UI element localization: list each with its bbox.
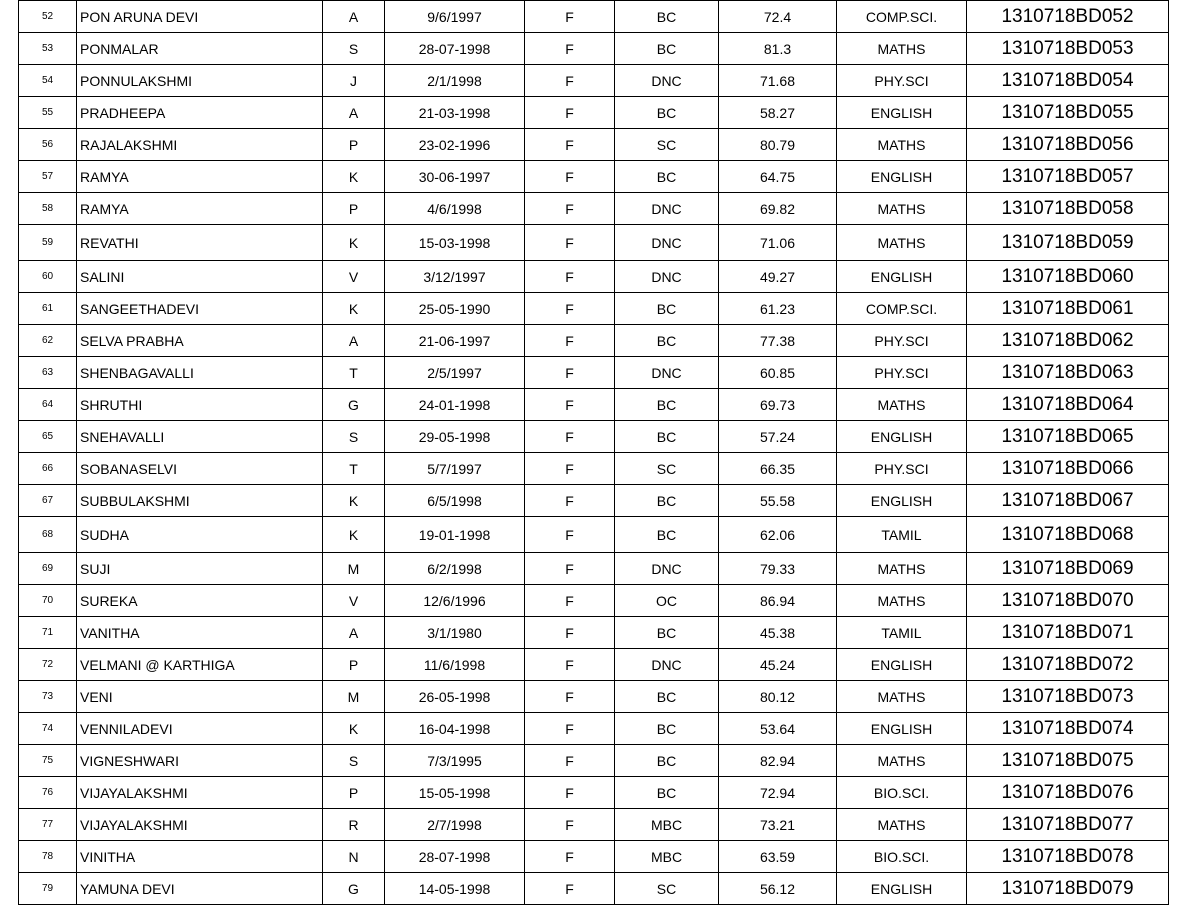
community-cell: DNC: [615, 649, 719, 681]
subject-cell: COMP.SCI.: [837, 1, 967, 33]
gender-cell: F: [525, 453, 615, 485]
mark-cell: 57.24: [719, 421, 837, 453]
community-cell: BC: [615, 97, 719, 129]
register-number-cell: 1310718BD072: [967, 649, 1169, 681]
initial-cell: K: [323, 485, 385, 517]
initial-cell: K: [323, 225, 385, 261]
subject-cell: MATHS: [837, 129, 967, 161]
student-name-cell: REVATHI: [77, 225, 323, 261]
serial-number-cell: 78: [19, 841, 77, 873]
initial-cell: A: [323, 617, 385, 649]
mark-cell: 81.3: [719, 33, 837, 65]
community-cell: BC: [615, 293, 719, 325]
register-number-cell: 1310718BD070: [967, 585, 1169, 617]
initial-cell: G: [323, 389, 385, 421]
initial-cell: V: [323, 261, 385, 293]
date-of-birth-cell: 28-07-1998: [385, 33, 525, 65]
student-name-cell: PONNULAKSHMI: [77, 65, 323, 97]
mark-cell: 56.12: [719, 873, 837, 905]
gender-cell: F: [525, 325, 615, 357]
student-name-cell: PRADHEEPA: [77, 97, 323, 129]
register-number-cell: 1310718BD058: [967, 193, 1169, 225]
subject-cell: PHY.SCI: [837, 65, 967, 97]
initial-cell: K: [323, 293, 385, 325]
register-number-cell: 1310718BD079: [967, 873, 1169, 905]
mark-cell: 49.27: [719, 261, 837, 293]
serial-number-cell: 56: [19, 129, 77, 161]
table-row: [19, 261, 1169, 293]
date-of-birth-cell: 11/6/1998: [385, 649, 525, 681]
table-row: [19, 553, 1169, 585]
community-cell: DNC: [615, 553, 719, 585]
gender-cell: F: [525, 293, 615, 325]
community-cell: BC: [615, 713, 719, 745]
community-cell: SC: [615, 453, 719, 485]
serial-number-cell: 75: [19, 745, 77, 777]
community-cell: BC: [615, 517, 719, 553]
community-cell: BC: [615, 421, 719, 453]
community-cell: BC: [615, 161, 719, 193]
date-of-birth-cell: 21-03-1998: [385, 97, 525, 129]
gender-cell: F: [525, 357, 615, 389]
serial-number-cell: 58: [19, 193, 77, 225]
initial-cell: S: [323, 33, 385, 65]
community-cell: BC: [615, 485, 719, 517]
subject-cell: BIO.SCI.: [837, 777, 967, 809]
community-cell: BC: [615, 325, 719, 357]
student-name-cell: SUDHA: [77, 517, 323, 553]
mark-cell: 60.85: [719, 357, 837, 389]
mark-cell: 79.33: [719, 553, 837, 585]
gender-cell: F: [525, 261, 615, 293]
community-cell: SC: [615, 873, 719, 905]
date-of-birth-cell: 28-07-1998: [385, 841, 525, 873]
gender-cell: F: [525, 65, 615, 97]
initial-cell: K: [323, 161, 385, 193]
date-of-birth-cell: 4/6/1998: [385, 193, 525, 225]
register-number-cell: 1310718BD071: [967, 617, 1169, 649]
table-row: [19, 841, 1169, 873]
date-of-birth-cell: 6/5/1998: [385, 485, 525, 517]
subject-cell: ENGLISH: [837, 485, 967, 517]
community-cell: DNC: [615, 225, 719, 261]
mark-cell: 71.68: [719, 65, 837, 97]
student-name-cell: PON ARUNA DEVI: [77, 1, 323, 33]
initial-cell: N: [323, 841, 385, 873]
student-name-cell: SHENBAGAVALLI: [77, 357, 323, 389]
initial-cell: P: [323, 193, 385, 225]
gender-cell: F: [525, 649, 615, 681]
community-cell: SC: [615, 129, 719, 161]
student-name-cell: VENNILADEVI: [77, 713, 323, 745]
student-name-cell: SHRUTHI: [77, 389, 323, 421]
table-row: [19, 65, 1169, 97]
serial-number-cell: 67: [19, 485, 77, 517]
gender-cell: F: [525, 1, 615, 33]
table-row: [19, 617, 1169, 649]
subject-cell: MATHS: [837, 585, 967, 617]
table-row: [19, 325, 1169, 357]
date-of-birth-cell: 2/7/1998: [385, 809, 525, 841]
mark-cell: 45.24: [719, 649, 837, 681]
serial-number-cell: 59: [19, 225, 77, 261]
community-cell: BC: [615, 745, 719, 777]
register-number-cell: 1310718BD062: [967, 325, 1169, 357]
table-row: [19, 649, 1169, 681]
community-cell: BC: [615, 33, 719, 65]
date-of-birth-cell: 14-05-1998: [385, 873, 525, 905]
initial-cell: S: [323, 421, 385, 453]
date-of-birth-cell: 25-05-1990: [385, 293, 525, 325]
initial-cell: P: [323, 649, 385, 681]
initial-cell: V: [323, 585, 385, 617]
serial-number-cell: 79: [19, 873, 77, 905]
table-row: [19, 357, 1169, 389]
subject-cell: MATHS: [837, 389, 967, 421]
mark-cell: 69.82: [719, 193, 837, 225]
initial-cell: M: [323, 553, 385, 585]
table-row: [19, 161, 1169, 193]
date-of-birth-cell: 21-06-1997: [385, 325, 525, 357]
student-name-cell: PONMALAR: [77, 33, 323, 65]
serial-number-cell: 74: [19, 713, 77, 745]
student-name-cell: SUJI: [77, 553, 323, 585]
register-number-cell: 1310718BD056: [967, 129, 1169, 161]
register-number-cell: 1310718BD053: [967, 33, 1169, 65]
serial-number-cell: 64: [19, 389, 77, 421]
register-number-cell: 1310718BD078: [967, 841, 1169, 873]
register-number-cell: 1310718BD054: [967, 65, 1169, 97]
mark-cell: 45.38: [719, 617, 837, 649]
student-name-cell: SOBANASELVI: [77, 453, 323, 485]
table-row: [19, 193, 1169, 225]
mark-cell: 63.59: [719, 841, 837, 873]
student-name-cell: VIJAYALAKSHMI: [77, 809, 323, 841]
subject-cell: BIO.SCI.: [837, 841, 967, 873]
mark-cell: 61.23: [719, 293, 837, 325]
initial-cell: R: [323, 809, 385, 841]
community-cell: BC: [615, 617, 719, 649]
community-cell: BC: [615, 1, 719, 33]
register-number-cell: 1310718BD073: [967, 681, 1169, 713]
date-of-birth-cell: 23-02-1996: [385, 129, 525, 161]
mark-cell: 62.06: [719, 517, 837, 553]
mark-cell: 64.75: [719, 161, 837, 193]
subject-cell: ENGLISH: [837, 421, 967, 453]
community-cell: MBC: [615, 809, 719, 841]
serial-number-cell: 60: [19, 261, 77, 293]
table-row: [19, 809, 1169, 841]
subject-cell: TAMIL: [837, 517, 967, 553]
community-cell: DNC: [615, 261, 719, 293]
serial-number-cell: 72: [19, 649, 77, 681]
register-number-cell: 1310718BD074: [967, 713, 1169, 745]
date-of-birth-cell: 19-01-1998: [385, 517, 525, 553]
serial-number-cell: 63: [19, 357, 77, 389]
initial-cell: T: [323, 453, 385, 485]
student-name-cell: VANITHA: [77, 617, 323, 649]
gender-cell: F: [525, 421, 615, 453]
mark-cell: 72.94: [719, 777, 837, 809]
mark-cell: 73.21: [719, 809, 837, 841]
student-name-cell: SUREKA: [77, 585, 323, 617]
mark-cell: 58.27: [719, 97, 837, 129]
community-cell: DNC: [615, 357, 719, 389]
student-name-cell: SELVA PRABHA: [77, 325, 323, 357]
mark-cell: 77.38: [719, 325, 837, 357]
gender-cell: F: [525, 517, 615, 553]
gender-cell: F: [525, 553, 615, 585]
register-number-cell: 1310718BD076: [967, 777, 1169, 809]
community-cell: BC: [615, 389, 719, 421]
subject-cell: ENGLISH: [837, 649, 967, 681]
serial-number-cell: 77: [19, 809, 77, 841]
register-number-cell: 1310718BD061: [967, 293, 1169, 325]
mark-cell: 71.06: [719, 225, 837, 261]
date-of-birth-cell: 24-01-1998: [385, 389, 525, 421]
student-name-cell: RAMYA: [77, 161, 323, 193]
table-row: [19, 777, 1169, 809]
date-of-birth-cell: 9/6/1997: [385, 1, 525, 33]
date-of-birth-cell: 26-05-1998: [385, 681, 525, 713]
subject-cell: MATHS: [837, 33, 967, 65]
serial-number-cell: 73: [19, 681, 77, 713]
table-row: [19, 389, 1169, 421]
mark-cell: 80.79: [719, 129, 837, 161]
student-name-cell: SALINI: [77, 261, 323, 293]
subject-cell: ENGLISH: [837, 97, 967, 129]
initial-cell: K: [323, 517, 385, 553]
register-number-cell: 1310718BD052: [967, 1, 1169, 33]
subject-cell: ENGLISH: [837, 873, 967, 905]
register-number-cell: 1310718BD066: [967, 453, 1169, 485]
table-row: [19, 873, 1169, 905]
student-name-cell: VELMANI @ KARTHIGA: [77, 649, 323, 681]
student-name-cell: SNEHAVALLI: [77, 421, 323, 453]
table-row: [19, 33, 1169, 65]
mark-cell: 82.94: [719, 745, 837, 777]
date-of-birth-cell: 2/5/1997: [385, 357, 525, 389]
initial-cell: A: [323, 325, 385, 357]
mark-cell: 80.12: [719, 681, 837, 713]
date-of-birth-cell: 30-06-1997: [385, 161, 525, 193]
student-list-sheet: [18, 0, 1169, 905]
student-name-cell: VIJAYALAKSHMI: [77, 777, 323, 809]
gender-cell: F: [525, 485, 615, 517]
subject-cell: ENGLISH: [837, 713, 967, 745]
date-of-birth-cell: 3/12/1997: [385, 261, 525, 293]
gender-cell: F: [525, 745, 615, 777]
initial-cell: K: [323, 713, 385, 745]
table-row: [19, 453, 1169, 485]
register-number-cell: 1310718BD077: [967, 809, 1169, 841]
subject-cell: PHY.SCI: [837, 453, 967, 485]
gender-cell: F: [525, 389, 615, 421]
mark-cell: 55.58: [719, 485, 837, 517]
register-number-cell: 1310718BD068: [967, 517, 1169, 553]
register-number-cell: 1310718BD063: [967, 357, 1169, 389]
date-of-birth-cell: 2/1/1998: [385, 65, 525, 97]
date-of-birth-cell: 12/6/1996: [385, 585, 525, 617]
gender-cell: F: [525, 129, 615, 161]
mark-cell: 72.4: [719, 1, 837, 33]
register-number-cell: 1310718BD059: [967, 225, 1169, 261]
subject-cell: ENGLISH: [837, 261, 967, 293]
date-of-birth-cell: 15-05-1998: [385, 777, 525, 809]
student-name-cell: SANGEETHADEVI: [77, 293, 323, 325]
serial-number-cell: 76: [19, 777, 77, 809]
date-of-birth-cell: 7/3/1995: [385, 745, 525, 777]
mark-cell: 66.35: [719, 453, 837, 485]
table-row: [19, 681, 1169, 713]
student-table: [18, 0, 1169, 905]
gender-cell: F: [525, 681, 615, 713]
gender-cell: F: [525, 225, 615, 261]
table-row: [19, 97, 1169, 129]
register-number-cell: 1310718BD064: [967, 389, 1169, 421]
serial-number-cell: 68: [19, 517, 77, 553]
community-cell: DNC: [615, 65, 719, 97]
register-number-cell: 1310718BD069: [967, 553, 1169, 585]
table-row: [19, 225, 1169, 261]
initial-cell: P: [323, 777, 385, 809]
serial-number-cell: 62: [19, 325, 77, 357]
subject-cell: MATHS: [837, 225, 967, 261]
subject-cell: MATHS: [837, 809, 967, 841]
register-number-cell: 1310718BD055: [967, 97, 1169, 129]
subject-cell: MATHS: [837, 193, 967, 225]
gender-cell: F: [525, 873, 615, 905]
student-name-cell: SUBBULAKSHMI: [77, 485, 323, 517]
table-row: [19, 713, 1169, 745]
subject-cell: PHY.SCI: [837, 325, 967, 357]
serial-number-cell: 69: [19, 553, 77, 585]
subject-cell: COMP.SCI.: [837, 293, 967, 325]
table-row: [19, 129, 1169, 161]
mark-cell: 53.64: [719, 713, 837, 745]
subject-cell: MATHS: [837, 745, 967, 777]
date-of-birth-cell: 5/7/1997: [385, 453, 525, 485]
gender-cell: F: [525, 809, 615, 841]
serial-number-cell: 53: [19, 33, 77, 65]
date-of-birth-cell: 6/2/1998: [385, 553, 525, 585]
serial-number-cell: 57: [19, 161, 77, 193]
table-row: [19, 517, 1169, 553]
gender-cell: F: [525, 713, 615, 745]
initial-cell: M: [323, 681, 385, 713]
initial-cell: J: [323, 65, 385, 97]
community-cell: DNC: [615, 193, 719, 225]
community-cell: MBC: [615, 841, 719, 873]
table-row: [19, 745, 1169, 777]
student-name-cell: VINITHA: [77, 841, 323, 873]
serial-number-cell: 55: [19, 97, 77, 129]
gender-cell: F: [525, 777, 615, 809]
student-name-cell: YAMUNA DEVI: [77, 873, 323, 905]
table-row: [19, 485, 1169, 517]
student-name-cell: RAMYA: [77, 193, 323, 225]
gender-cell: F: [525, 161, 615, 193]
initial-cell: G: [323, 873, 385, 905]
serial-number-cell: 52: [19, 1, 77, 33]
mark-cell: 86.94: [719, 585, 837, 617]
serial-number-cell: 54: [19, 65, 77, 97]
initial-cell: P: [323, 129, 385, 161]
community-cell: BC: [615, 681, 719, 713]
subject-cell: MATHS: [837, 553, 967, 585]
student-rows: [19, 1, 1169, 905]
table-row: [19, 421, 1169, 453]
register-number-cell: 1310718BD067: [967, 485, 1169, 517]
gender-cell: F: [525, 617, 615, 649]
register-number-cell: 1310718BD065: [967, 421, 1169, 453]
mark-cell: 69.73: [719, 389, 837, 421]
subject-cell: ENGLISH: [837, 161, 967, 193]
gender-cell: F: [525, 585, 615, 617]
register-number-cell: 1310718BD075: [967, 745, 1169, 777]
serial-number-cell: 70: [19, 585, 77, 617]
initial-cell: A: [323, 1, 385, 33]
student-name-cell: VENI: [77, 681, 323, 713]
gender-cell: F: [525, 193, 615, 225]
initial-cell: T: [323, 357, 385, 389]
subject-cell: MATHS: [837, 681, 967, 713]
gender-cell: F: [525, 97, 615, 129]
student-name-cell: RAJALAKSHMI: [77, 129, 323, 161]
date-of-birth-cell: 29-05-1998: [385, 421, 525, 453]
serial-number-cell: 65: [19, 421, 77, 453]
gender-cell: F: [525, 841, 615, 873]
date-of-birth-cell: 3/1/1980: [385, 617, 525, 649]
initial-cell: A: [323, 97, 385, 129]
initial-cell: S: [323, 745, 385, 777]
serial-number-cell: 71: [19, 617, 77, 649]
student-name-cell: VIGNESHWARI: [77, 745, 323, 777]
table-row: [19, 1, 1169, 33]
serial-number-cell: 66: [19, 453, 77, 485]
table-row: [19, 293, 1169, 325]
gender-cell: F: [525, 33, 615, 65]
subject-cell: TAMIL: [837, 617, 967, 649]
community-cell: BC: [615, 777, 719, 809]
register-number-cell: 1310718BD057: [967, 161, 1169, 193]
date-of-birth-cell: 16-04-1998: [385, 713, 525, 745]
register-number-cell: 1310718BD060: [967, 261, 1169, 293]
community-cell: OC: [615, 585, 719, 617]
subject-cell: PHY.SCI: [837, 357, 967, 389]
table-row: [19, 585, 1169, 617]
serial-number-cell: 61: [19, 293, 77, 325]
date-of-birth-cell: 15-03-1998: [385, 225, 525, 261]
